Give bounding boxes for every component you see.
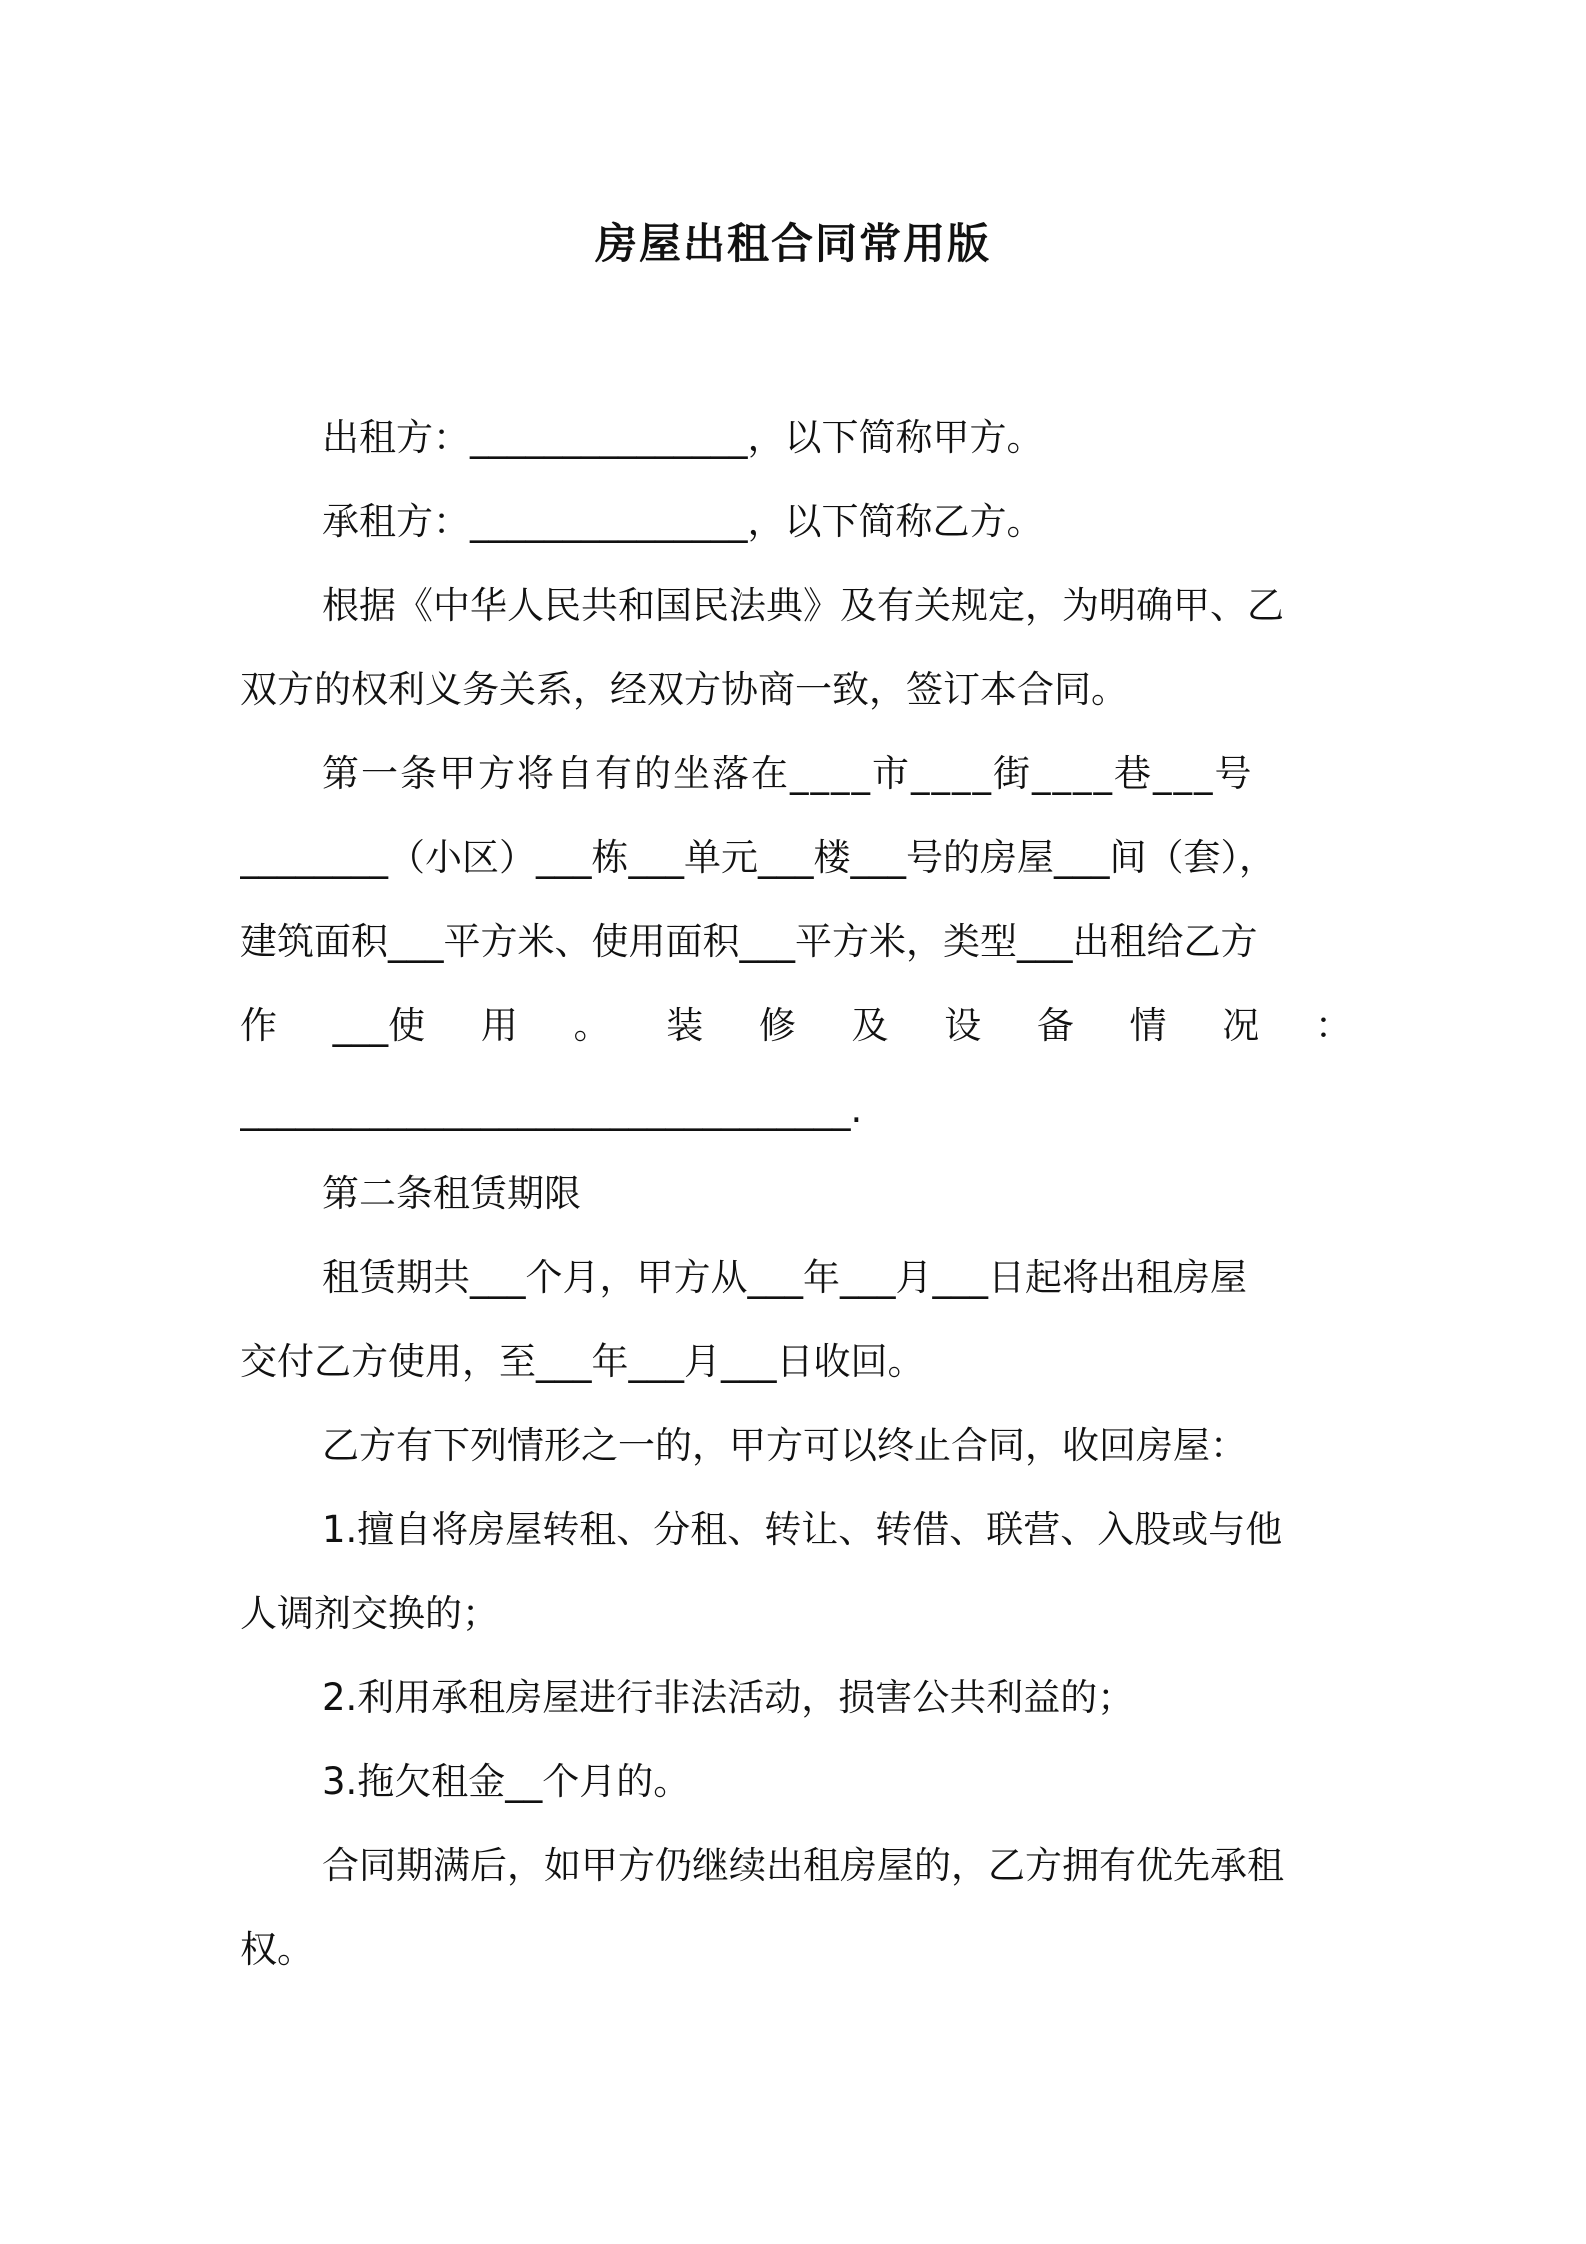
spread-char: 。 [573, 1004, 611, 1047]
spread-char: 作 [240, 1004, 277, 1047]
tenant-line: 承租方：_______________，以下简称乙方。 [322, 500, 1044, 543]
article-1-line-1: 第一条甲方将自有的坐落在____市____街____巷___号 [322, 752, 1254, 795]
article-1-line-4 [240, 1000, 1352, 1052]
spread-char: ___使 [332, 1004, 426, 1047]
spread-char: 用 [480, 1004, 518, 1047]
renewal-line-1: 合同期满后，如甲方仍继续出租房屋的，乙方拥有优先承租 [322, 1844, 1284, 1887]
article-2-heading: 第二条租赁期限 [322, 1172, 581, 1215]
clause-3: 3.拖欠租金__个月的。 [322, 1760, 691, 1803]
spread-char: ： [1314, 1004, 1352, 1047]
preamble-line-2: 双方的权利义务关系，经双方协商一致，签订本合同。 [240, 668, 1128, 711]
spread-char: 备 [1036, 1004, 1074, 1047]
preamble-line-1: 根据《中华人民共和国民法典》及有关规定，为明确甲、乙 [322, 584, 1284, 627]
article-2-line-2: 交付乙方使用，至___年___月___日收回。 [240, 1340, 925, 1383]
article-2-line-1: 租赁期共___个月，甲方从___年___月___日起将出租房屋 [322, 1256, 1247, 1299]
spread-char: 装 [666, 1004, 704, 1047]
article-1-line-5: _________________________________. [240, 1088, 863, 1131]
clause-2: 2.利用承租房屋进行非法活动，损害公共利益的； [322, 1676, 1135, 1719]
clause-1-line-1: 1.擅自将房屋转租、分租、转让、转借、联营、入股或与他 [322, 1508, 1283, 1551]
termination-intro: 乙方有下列情形之一的，甲方可以终止合同，收回房屋： [322, 1424, 1247, 1467]
spread-char: 情 [1129, 1004, 1167, 1047]
spread-char: 及 [851, 1004, 889, 1047]
document-title: 房屋出租合同常用版 [594, 219, 991, 268]
spread-char: 修 [758, 1004, 796, 1047]
spread-char: 设 [944, 1004, 982, 1047]
landlord-line: 出租方：_______________，以下简称甲方。 [322, 416, 1044, 459]
spread-char: 况 [1222, 1004, 1260, 1047]
clause-1-line-2: 人调剂交换的； [240, 1592, 499, 1635]
renewal-line-2: 权。 [240, 1928, 314, 1971]
article-1-line-2: ________（小区）___栋___单元___楼___号的房屋___间（套）， [240, 836, 1276, 879]
article-1-line-3: 建筑面积___平方米、使用面积___平方米，类型___出租给乙方 [240, 920, 1258, 963]
